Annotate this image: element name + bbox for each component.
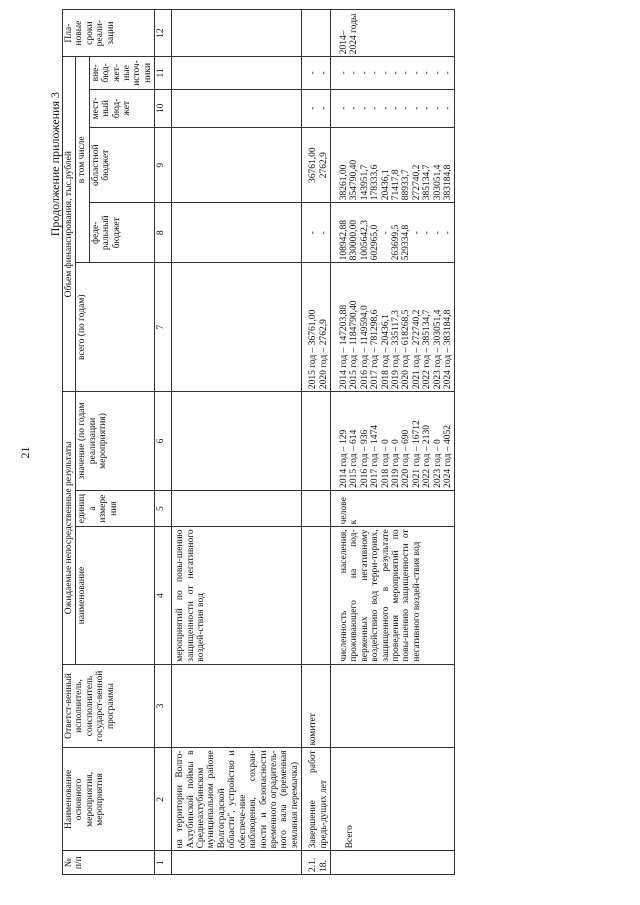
total-extra: - - - - - - - - - - - [330,57,454,89]
header-results: Ожидаемые непосредственные результаты [63,392,76,665]
row-2118-number: 2.1.18. [302,851,331,875]
total-terms: 2014–2024 годы [330,10,454,57]
header-name: Наименование основного мероприятия, мероприятия [63,748,155,851]
col-number: 2 [155,748,172,851]
page-number: 21 [18,446,32,459]
total-unit: человек [330,490,454,526]
table-row-continuation [172,10,302,875]
header-row-1 [63,10,76,875]
col-number: 4 [155,527,172,664]
row-2118-regional: 36761,00 2762,9 [302,128,331,203]
header-local: мест-ный бюд-жет [89,89,154,128]
row-2118-federal: - - [302,203,331,263]
cont-result-name: мероприятий по повы-шению защищенности от негативного воздей-ствия вод [172,527,302,664]
col-number: 1 [155,851,172,875]
row-2118-extra: - - [302,57,331,89]
col-number: 7 [155,263,172,392]
header-total: всего (по годам) [76,263,155,392]
row-2118-executor: комитет [302,664,331,748]
total-local: - - - - - - - - - - - [330,89,454,128]
col-number: 8 [155,203,172,263]
financing-table [62,9,455,875]
header-regional: областной бюджет [89,128,154,203]
table-row-2-1-18 [302,10,331,875]
column-number-row [155,10,172,875]
col-number: 11 [155,57,172,89]
header-federal: феде-ральный бюджет [89,203,154,263]
col-number: 10 [155,89,172,128]
total-label: Всего [330,748,454,851]
header-finance: Объем финансирования, тыс.рублей [63,57,76,392]
header-unit: единица измерения [76,490,155,526]
header-value: значение (по годам реализации мероприятия) [76,392,155,491]
header-extra: вне-бюд-жет-ные источ-ники [89,57,154,89]
header-terms: Пла-новые сроки реали-зации [63,10,155,57]
col-number: 6 [155,392,172,491]
col-number: 9 [155,128,172,203]
header-result-name: наименование [76,527,155,664]
total-values: 2014 год – 129 2015 год – 614 2016 год – 936 2017 год – 1474 2018 год – 0 2019 год – 0 2020 год – 690 2021 год – 16712 2022 год – 2130 2023 год – 0 2024 год – 4052 [330,392,454,491]
col-number: 12 [155,10,172,57]
table-row-total [330,10,454,875]
header-executor: Ответст-венный исполнитель, соисполнитель государст-венной программы [63,664,155,748]
continuation-label: Продолжение приложения 3 [48,92,62,237]
total-result-name: численность населения, проживающего на под-верженных негативному воздействию вод терри-ториях, защищенного в результате проведения мероприятий по повы-шению защищенности от негативного воздей-ствия вод [330,527,454,664]
total-federal: 108942,88 830000,00 1005642,3 602965,0 - 263699,5 529334,8 - - - - [330,203,454,263]
header-no: № п/п [63,851,155,875]
col-number: 5 [155,490,172,526]
col-number: 3 [155,664,172,748]
header-incl: в том числе [76,57,89,263]
row-2118-local: - - [302,89,331,128]
cont-measure-name: на территории Волго-Ахтубинской поймы в Среднеахтубинском муниципальном районе Волгоградской области", устройство и обеспече-ние наблюдения, сохран-ности и безопасности временного оградитель-ного вала (временная земляная перемычка) [172,748,302,851]
total-totals: 2014 год – 147203,88 2015 год – 1184790,40 2016 год – 1149594,0 2017 год – 781298,6 2018 год – 20436,1 2019 год – 335117,3 2020 год – 618268,5 2021 год – 272740,2 2022 год – 385134,7 2023 год – 303051,4 2024 год – 383184,8 [330,263,454,392]
row-2118-total: 2015 год – 36761,00 2020 год – 2762,9 [302,263,331,392]
total-regional: 38261,00 354790,40 143951,7 178333,6 20436,1 71417,8 88933,7 272740,2 385134,7 303051,4 383184,8 [330,128,454,203]
row-2118-name: Завершение работ предь-дущих лет [302,748,331,851]
